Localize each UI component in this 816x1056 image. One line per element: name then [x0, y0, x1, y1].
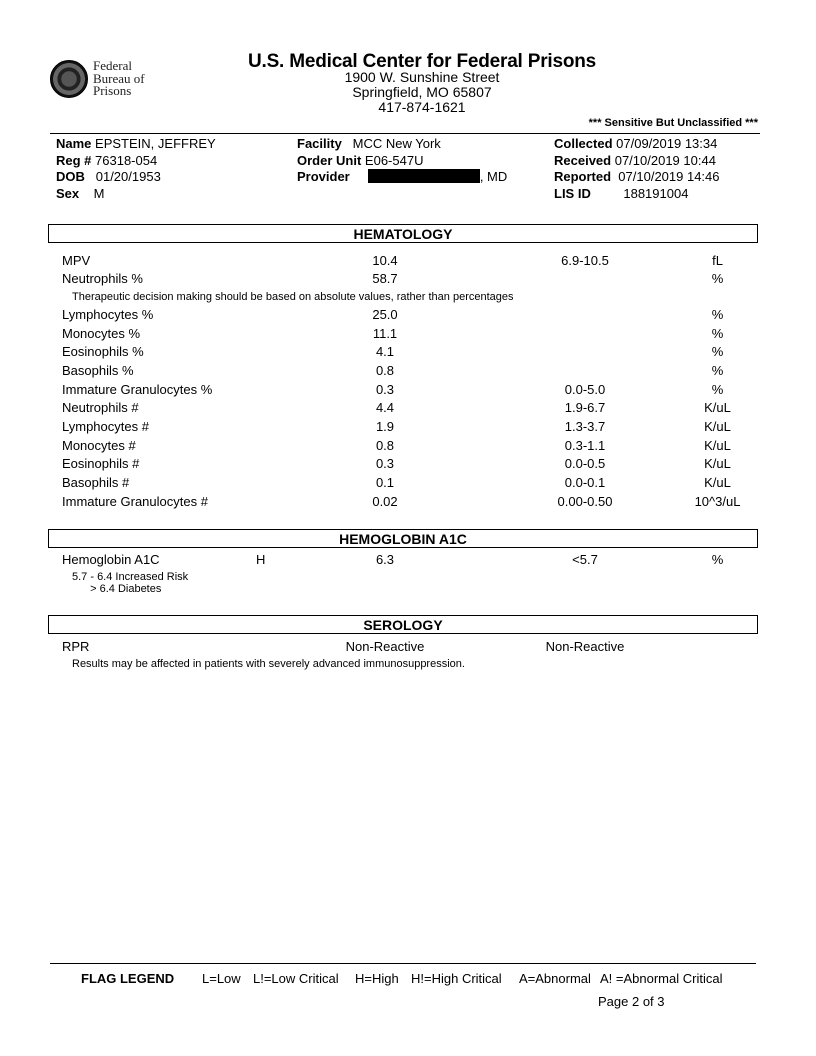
result-row: [0, 362, 816, 380]
document-title: U.S. Medical Center for Federal Prisons: [247, 51, 597, 72]
logo-line: Federal: [93, 58, 132, 73]
test-name: Basophils #: [62, 475, 130, 490]
test-unit: fL: [712, 253, 723, 268]
test-value: 0.3: [375, 456, 395, 471]
reported-label: Reported: [554, 169, 612, 184]
test-unit: %: [711, 344, 724, 359]
dob-label: DOB: [56, 169, 85, 184]
received-value: 07/10/2019 10:44: [614, 152, 716, 168]
legend-item: A=Abnormal: [519, 971, 591, 986]
test-value: 4.1: [375, 344, 395, 359]
legend-item: A! =Abnormal Critical: [600, 971, 723, 986]
test-name: Monocytes #: [62, 438, 136, 453]
legend-item: L!=Low Critical: [253, 971, 339, 986]
sex-label: Sex: [56, 185, 80, 201]
reported-value: 07/10/2019 14:46: [618, 169, 720, 184]
order-label: Order Unit: [297, 152, 362, 168]
order-column: [297, 136, 507, 186]
order-value: E06-547U: [364, 152, 424, 168]
test-reference: 1.3-3.7: [564, 419, 606, 434]
result-row: [0, 381, 816, 399]
address-phone: 417-874-1621: [378, 99, 466, 115]
test-name: Basophils %: [62, 363, 134, 378]
collected-label: Collected: [554, 136, 613, 151]
test-value: 0.1: [375, 475, 395, 490]
test-value: 0.02: [372, 494, 398, 509]
section-header-a1c: HEMOGLOBIN A1C: [48, 529, 758, 548]
test-unit: K/uL: [704, 438, 731, 453]
test-name: RPR: [62, 639, 90, 654]
test-reference: <5.7: [572, 552, 598, 567]
test-value: 1.9: [375, 419, 395, 434]
collected-value: 07/09/2019 13:34: [616, 136, 718, 151]
section-header-hematology: HEMATOLOGY: [48, 224, 758, 243]
test-name: Immature Granulocytes #: [62, 494, 208, 509]
test-unit: %: [711, 382, 724, 397]
test-name: Eosinophils #: [62, 456, 140, 471]
legend-item: L=Low: [202, 971, 241, 986]
test-name: Immature Granulocytes %: [62, 382, 213, 397]
provider-suffix: , MD: [479, 169, 508, 184]
test-name: Neutrophils #: [62, 400, 139, 415]
test-flag: H: [256, 552, 266, 567]
lis-value: 188191004: [623, 185, 689, 201]
page-number: Page 2 of 3: [598, 994, 665, 1009]
test-unit: K/uL: [704, 475, 731, 490]
test-reference: 0.0-0.1: [564, 475, 606, 490]
reg-label: Reg #: [56, 152, 92, 168]
section-header-serology: SEROLOGY: [48, 615, 758, 634]
result-row: [0, 493, 816, 511]
test-name: MPV: [62, 253, 91, 268]
facility-label: Facility: [297, 136, 342, 151]
a1c-note-diabetes: > 6.4 Diabetes: [84, 583, 162, 595]
test-reference: 6.9-10.5: [561, 253, 609, 268]
test-reference: 1.9-6.7: [564, 400, 606, 415]
patient-sex: M: [93, 185, 105, 201]
footer-divider: [50, 963, 756, 964]
lis-label: LIS ID: [554, 185, 591, 201]
test-name: Eosinophils %: [62, 344, 144, 359]
facility-value: MCC New York: [352, 136, 441, 151]
test-value: 10.4: [372, 253, 398, 268]
result-row: [0, 343, 816, 361]
legend-item: H=High: [355, 971, 399, 986]
address-street: 1900 W. Sunshine Street: [344, 69, 500, 85]
provider-label: Provider: [297, 169, 350, 184]
test-reference: 0.0-5.0: [564, 382, 606, 397]
test-reference: 0.3-1.1: [564, 438, 606, 453]
address-city: Springfield, MO 65807: [352, 84, 492, 100]
test-value: 4.4: [375, 400, 395, 415]
test-name: Monocytes %: [62, 326, 141, 341]
test-unit: K/uL: [704, 456, 731, 471]
patient-column: [56, 136, 216, 202]
test-name: Lymphocytes %: [62, 307, 154, 322]
name-label: Name: [56, 136, 92, 151]
test-unit: K/uL: [704, 419, 731, 434]
result-row: [0, 437, 816, 455]
result-row: [0, 270, 816, 288]
redaction-bar: [368, 169, 480, 183]
test-value: 0.8: [375, 438, 395, 453]
result-row: [0, 306, 816, 324]
test-unit: %: [711, 271, 724, 286]
logo-line: Bureau of: [93, 70, 145, 86]
classification-banner: *** Sensitive But Unclassified ***: [588, 117, 758, 129]
result-row: [0, 252, 816, 270]
test-value: Non-Reactive: [345, 639, 425, 654]
result-row: [0, 325, 816, 343]
logo-line: Prisons: [93, 83, 132, 98]
flag-legend-label: FLAG LEGEND: [81, 971, 175, 986]
test-value: 11.1: [372, 326, 398, 341]
test-value: 25.0: [372, 307, 398, 322]
hematology-note: Therapeutic decision making should be based on absolute values, rather than percentages: [72, 291, 514, 303]
test-value: 0.3: [375, 382, 395, 397]
header-divider: [50, 133, 760, 134]
test-value: 58.7: [372, 271, 398, 286]
legend-item: H!=High Critical: [411, 971, 502, 986]
test-unit: %: [711, 307, 724, 322]
test-value: 0.8: [375, 363, 395, 378]
result-row: [0, 638, 816, 656]
test-name: Hemoglobin A1C: [62, 552, 160, 567]
test-name: Lymphocytes #: [62, 419, 149, 434]
patient-dob: 01/20/1953: [95, 169, 161, 184]
test-unit: %: [711, 552, 724, 567]
test-value: 6.3: [375, 552, 395, 567]
test-unit: K/uL: [704, 400, 731, 415]
a1c-note-increased-risk: 5.7 - 6.4 Increased Risk: [72, 571, 189, 583]
patient-reg: 76318-054: [95, 152, 158, 168]
dates-column: [554, 136, 720, 202]
test-reference: 0.00-0.50: [557, 494, 613, 509]
result-row: [0, 399, 816, 417]
test-unit: %: [711, 326, 724, 341]
result-row: [0, 455, 816, 473]
serology-note: Results may be affected in patients with severely advanced immunosuppression.: [72, 658, 465, 670]
test-reference: 0.0-0.5: [564, 456, 606, 471]
test-unit: 10^3/uL: [694, 494, 741, 509]
result-row: [0, 551, 816, 569]
test-name: Neutrophils %: [62, 271, 143, 286]
test-reference: Non-Reactive: [545, 639, 625, 654]
result-row: [0, 418, 816, 436]
test-unit: %: [711, 363, 724, 378]
received-label: Received: [554, 152, 612, 168]
patient-name: EPSTEIN, JEFFREY: [95, 136, 216, 151]
result-row: [0, 474, 816, 492]
